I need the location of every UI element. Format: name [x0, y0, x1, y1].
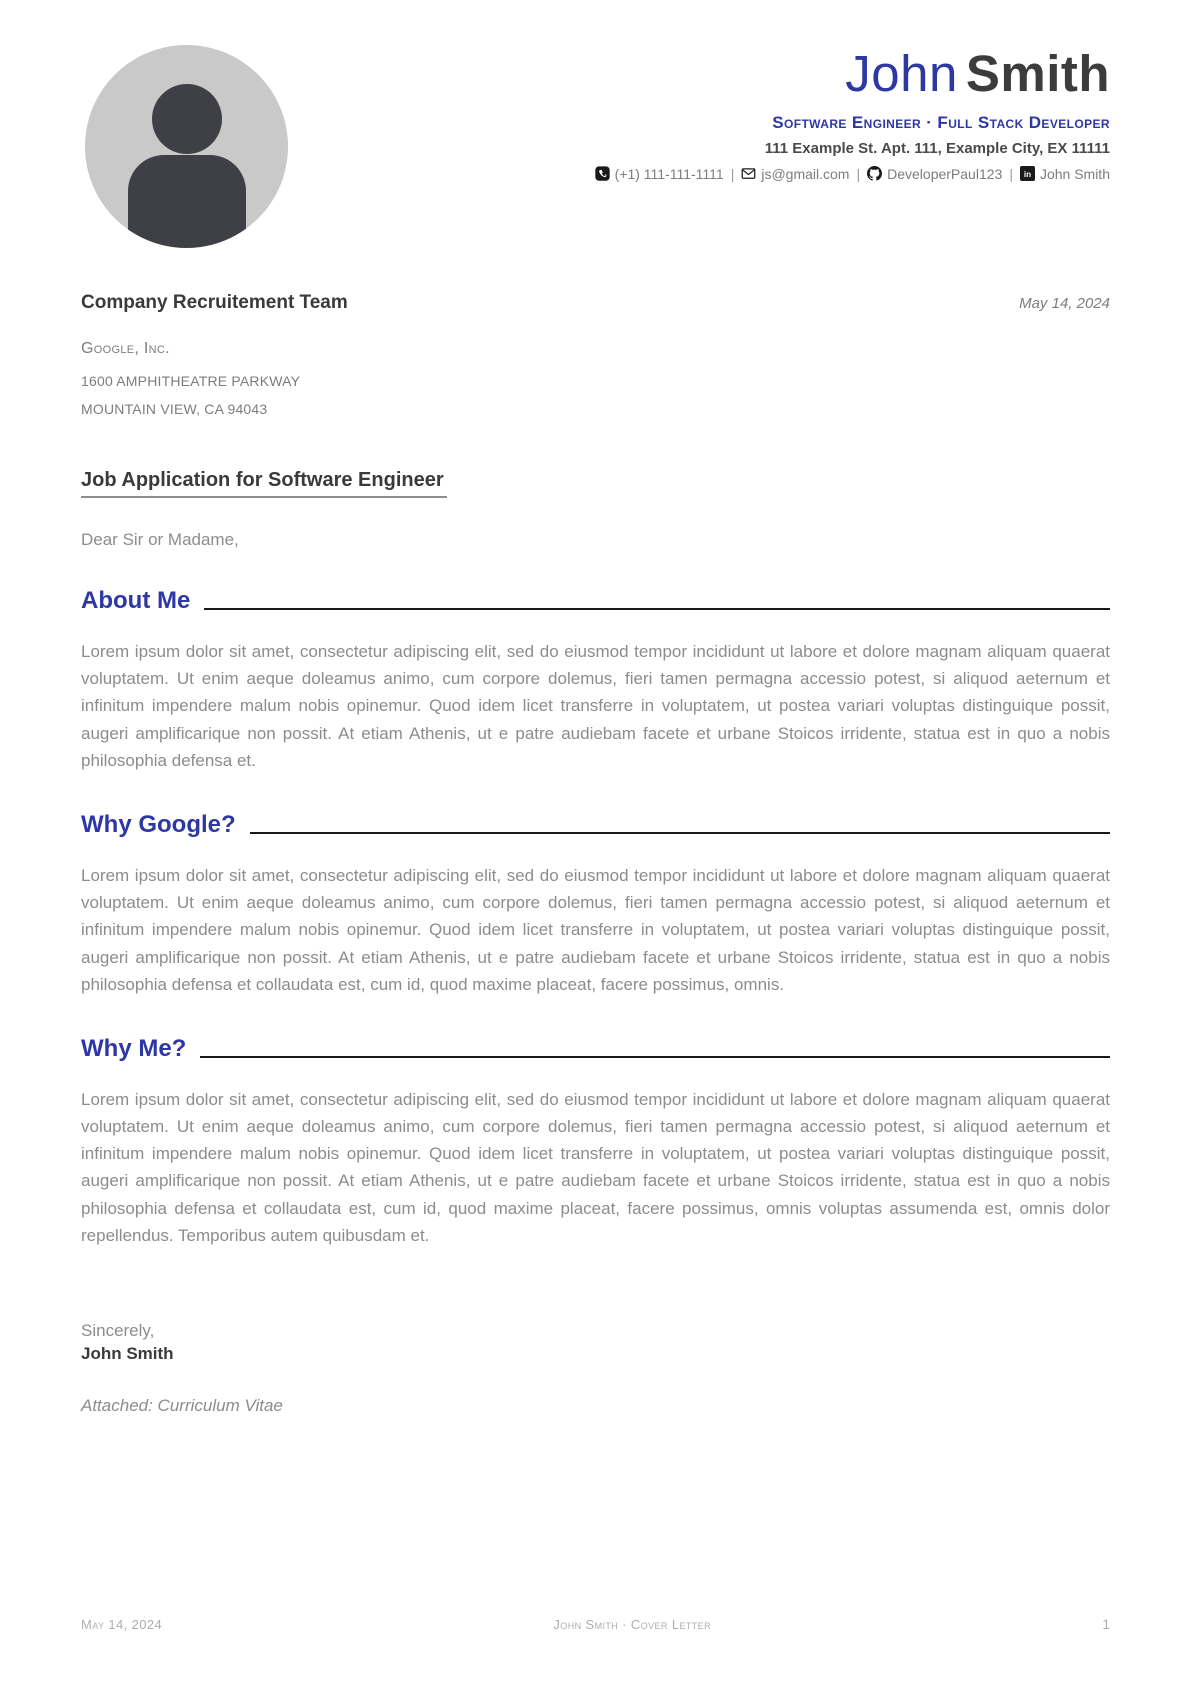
profile-photo: [85, 45, 288, 248]
contact-separator: |: [856, 165, 861, 182]
recipient-company: Google, Inc.: [81, 340, 170, 357]
section-header: [81, 587, 1110, 615]
section-body: Lorem ipsum dolor sit amet, consectetur adipiscing elit, sed do eiusmod tempor incididunt ut labore et dolore magnam aliquam quaerat voluptatem. Ut enim aeque doleamus animo, cum corpore dolemus, fieri tamen permagna accessio potest, si aliquod aeternum et infinitum impendere malum nobis opinemur. Quod idem licet transferre in voluptatem, ut postea variari voluptas distinguique possit, augeri amplificarique non possit. At etiam Athenis, ut e patre audiebam facete et urbane Stoicos irridente, statua est in quo a nobis philosophia defensa et collaudata est, cum id, quod maxime placeat, facere possimus, omnis voluptas assumenda est, omnis dolor repellendus. Temporibus autem quibusdam et.: [81, 1089, 1110, 1245]
signature-name: John Smith: [81, 1344, 174, 1363]
section-body: Lorem ipsum dolor sit amet, consectetur adipiscing elit, sed do eiusmod tempor incididunt ut labore et dolore magnam aliquam quaerat voluptatem. Ut enim aeque doleamus animo, cum corpore dolemus, fieri tamen permagna accessio potest, si aliquod aeternum et infinitum impendere malum nobis opinemur. Quod idem licet transferre in voluptatem, ut postea variari voluptas distinguique possit, augeri amplificarique non possit. At etiam Athenis, ut e patre audiebam facete et urbane Stoicos irridente, statua est in quo a nobis philosophia defensa et.: [81, 642, 1110, 770]
github-icon: [867, 166, 882, 181]
section-body: Lorem ipsum dolor sit amet, consectetur adipiscing elit, sed do eiusmod tempor incididunt ut labore et dolore magnam aliquam quaerat voluptatem. Ut enim aeque doleamus animo, cum corpore dolemus, fieri tamen permagna accessio potest, si aliquod aeternum et infinitum impendere malum nobis opinemur. Quod idem licet transferre in voluptatem, ut postea variari voluptas distinguique possit, augeri amplificarique non possit. At etiam Athenis, ut e patre audiebam facete et urbane Stoicos irridente, statua est in quo a nobis philosophia defensa et collaudata est, cum id, quod maxime placeat, facere possimus, omnis.: [81, 865, 1110, 994]
valediction: Sincerely,: [81, 1321, 155, 1340]
email-address: js@gmail.com: [761, 165, 850, 182]
section-title: Why Google?: [81, 810, 236, 838]
section-header: [81, 811, 1110, 839]
header: [81, 45, 1110, 248]
person-icon: [128, 155, 246, 248]
recipient-row: [81, 292, 1110, 314]
recipient-address-line: MOUNTAIN VIEW, CA 94043: [81, 401, 268, 417]
github-contact[interactable]: [867, 166, 1002, 182]
letter-subject: Job Application for Software Engineer: [81, 469, 447, 498]
first-name: John: [845, 45, 958, 102]
person-icon: [152, 84, 222, 154]
svg-text:in: in: [1023, 169, 1032, 179]
section-rule: [250, 832, 1110, 834]
section-why-me: [81, 1035, 1110, 1249]
envelope-icon: [741, 166, 756, 181]
section-title: About Me: [81, 587, 191, 614]
contact-line: [288, 166, 1110, 182]
section-why-google: [81, 811, 1110, 998]
section-about-me: [81, 587, 1110, 774]
job-subtitle: Software Engineer · Full Stack Developer: [772, 112, 1110, 132]
phone-number: (+1) 111-111-1111: [614, 165, 724, 182]
attachment-note: Attached: Curriculum Vitae: [81, 1396, 283, 1415]
contact-separator: |: [730, 165, 735, 182]
phone-icon: [595, 166, 610, 181]
home-address: 111 Example St. Apt. 111, Example City, EX 11111: [764, 139, 1110, 157]
page-footer: [81, 1616, 1110, 1632]
linkedin-icon: [1020, 166, 1035, 181]
section-title: Why Me?: [81, 1034, 187, 1062]
recipient-address-line: 1600 AMPHITHEATRE PARKWAY: [81, 373, 301, 389]
full-name: [288, 47, 1110, 101]
section-rule: [200, 1056, 1110, 1058]
letter-greeting: Dear Sir or Madame,: [81, 530, 239, 549]
contact-separator: |: [1009, 165, 1013, 182]
recipient-address: [81, 367, 1110, 423]
last-name: Smith: [965, 45, 1110, 102]
section-header: [81, 1035, 1110, 1063]
footer-title: John Smith · Cover Letter: [553, 1617, 711, 1632]
recipient-team: Company Recruitement Team: [81, 292, 348, 313]
footer-date: May 14, 2024: [81, 1617, 163, 1632]
phone-contact[interactable]: [595, 166, 724, 182]
letter-date: May 14, 2024: [1019, 295, 1110, 312]
closing-block: [81, 1321, 1110, 1364]
linkedin-name: John Smith: [1039, 165, 1110, 182]
github-username: DeveloperPaul123: [887, 165, 1003, 182]
header-identity: [288, 45, 1110, 182]
linkedin-contact[interactable]: [1020, 166, 1110, 182]
section-rule: [204, 608, 1110, 610]
recipient-address-block: [81, 340, 1110, 423]
footer-page-number: 1: [1102, 1616, 1110, 1632]
email-contact[interactable]: [741, 166, 849, 182]
